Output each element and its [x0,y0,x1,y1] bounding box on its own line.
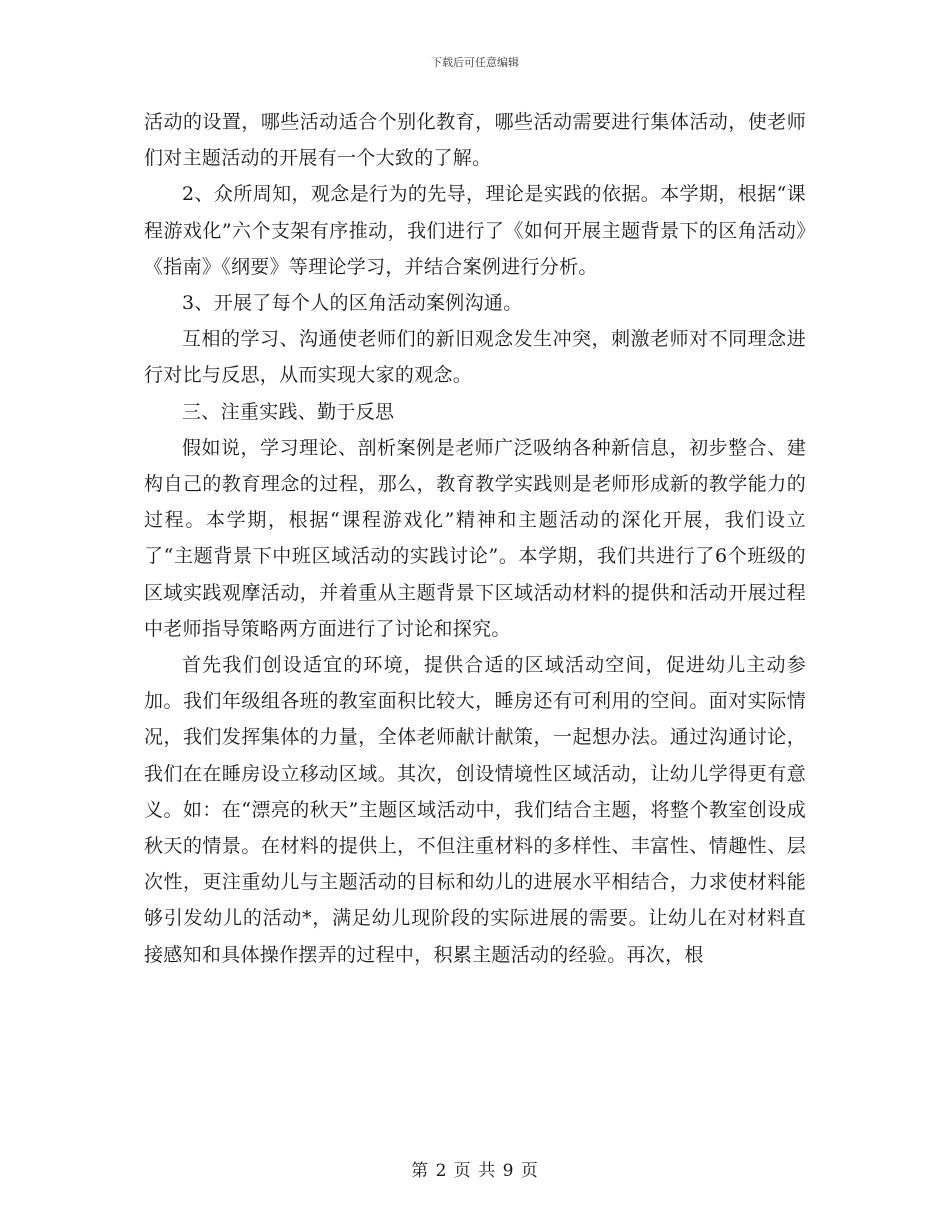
page-footer: 第 2 页 共 9 页 [411,1161,539,1181]
paragraph-3: 3、开展了每个人的区角活动案例沟通。 [182,292,523,315]
paragraph-6: 首先我们创设适宜的环境，提供合适的区域活动空间，促进幼儿主动参加。我们年级组各班的教室面积比较大，睡房还有可利用的空间。面对实际情况，我们发挥集体的力量，全体老师献计献策，一起想办法。通过沟通讨论，我们在在睡房设立移动区域。其次，创设情境性区域活动，让幼儿学得更有意义。如：在“漂亮的秋天”主题区域活动中，我们结合主题，将整个教室创设成秋天的情景。在材料的提供上，不但注重材料的多样性、丰富性、情趣性、层次性，更注重幼儿与主题活动的目标和幼儿的进展水平相结合，力求使材料能够引发幼儿的活动*，满足幼儿现阶段的实际进展的需要。让幼儿在对材料直接感知和具体操作摆弄的过程中，积累主题活动的经验。再次，根 [144,654,806,966]
document-body [144,104,806,973]
paragraph-2: 2、众所周知，观念是行为的先导，理论是实践的依据。本学期，根据“课程游戏化”六个支架有序推动，我们进行了《如何开展主题背景下的区角活动》《指南》《纲要》等理论学习，并结合案例进行分析。 [144,183,806,278]
paragraph-5: 假如说，学习理论、剖析案例是老师广泛吸纳各种新信息，初步整合、建构自己的教育理念的过程，那么，教育教学实践则是老师形成新的教学能力的过程。本学期，根据“课程游戏化”精神和主题活动的深化开展，我们设立了“主题背景下中班区域活动的实践讨论”。本学期，我们共进行了6个班级的区域实践观摩活动，并着重从主题背景下区域活动材料的提供和活动开展过程中老师指导策略两方面进行了讨论和探究。 [144,436,806,640]
paragraph-4: 互相的学习、沟通使老师们的新旧观念发生冲突，刺激老师对不同理念进行对比与反思，从而实现大家的观念。 [144,328,806,387]
section-heading-3: 三、注重实践、勤于反思 [182,400,395,423]
page-header: 下载后可任意编辑 [431,56,519,69]
paragraph-1: 活动的设置，哪些活动适合个别化教育，哪些活动需要进行集体活动，使老师们对主题活动的开展有一个大致的了解。 [144,111,806,170]
